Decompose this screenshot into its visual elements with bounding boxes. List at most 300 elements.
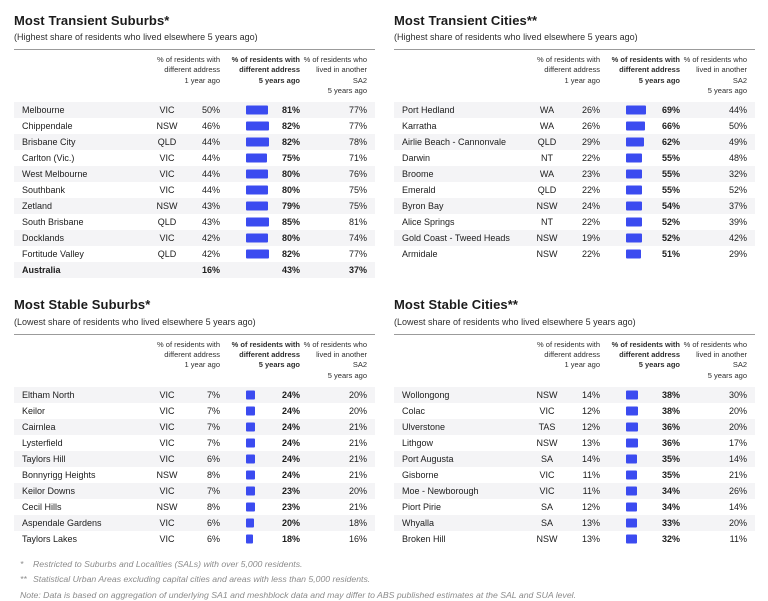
table-row [14,214,375,230]
table-row [394,435,755,451]
cell-v2 [600,435,680,451]
cell-v1: 26% [581,105,600,116]
pct-5yr-bar [626,234,642,243]
pct-5yr-bar [246,234,268,243]
cell-v1: 12% [581,501,600,512]
pct-5yr-value: 35% [661,469,680,480]
table-row [14,102,375,118]
cell-v3: 21% [348,421,367,432]
footnote-text: Note: Data is based on aggregation of underlying SA1 and meshblock data and may differ to ABS published estimates at the SAL and SUA level. [20,589,577,600]
pct-5yr-value: 55% [661,185,680,196]
cell-state: VIC [539,469,555,480]
cell-v1: 6% [206,453,220,464]
cell-state: NSW [536,233,558,244]
footnote-text: Statistical Urban Areas excluding capital cities and areas with less than 5,000 residents. [33,574,371,585]
cell-v3: 20% [348,405,367,416]
cell-v1: 44% [201,137,220,148]
summary-row [14,262,375,278]
table-row [14,134,375,150]
pct-5yr-value: 24% [281,437,300,448]
pct-5yr-bar [626,170,642,179]
pct-5yr-value: 24% [281,453,300,464]
table-most-transient-suburbs [14,14,375,278]
table-body [14,387,375,547]
pct-5yr-bar [626,390,638,399]
cell-name: Keilor [22,405,46,416]
table-subtitle: (Lowest share of residents who lived elsewhere 5 years ago) [394,316,636,327]
cell-name: Cairnlea [22,421,56,432]
cell-name: Lysterfield [22,437,63,448]
table-row [14,230,375,246]
pct-5yr-value: 20% [281,517,300,528]
table-title: Most Transient Suburbs* [14,13,170,28]
cell-name: Keilor Downs [22,485,76,496]
cell-state: SA [540,501,553,512]
pct-5yr-bar [626,250,641,259]
cell-v3: 81% [348,217,367,228]
table-row [14,166,375,182]
cell-v3: 26% [728,485,747,496]
footnote-text: Restricted to Suburbs and Localities (SALs) with over 5,000 residents. [33,558,303,569]
cell-state: VIC [159,389,175,400]
cell-state: NSW [536,437,558,448]
cell-v3: 20% [348,389,367,400]
cell-v3: 44% [728,105,747,116]
cell-v1: 8% [206,501,220,512]
cell-v3: 48% [728,153,747,164]
table-title: Most Transient Cities** [394,13,538,28]
cell-v2 [220,451,300,467]
cell-state: VIC [159,437,175,448]
cell-state: VIC [159,485,175,496]
cell-v2 [600,230,680,246]
cell-state: VIC [159,533,175,544]
cell-v1: 42% [201,249,220,260]
cell-v2 [600,246,680,262]
cell-name: Bonnyrigg Heights [22,469,96,480]
column-header-1: % of residents with different address 1 year ago [157,55,220,85]
cell-state: VIC [159,169,175,180]
cell-v2 [600,483,680,499]
table-row [394,403,755,419]
cell-v3: 32% [728,169,747,180]
cell-name: Broken Hill [402,533,446,544]
cell-v3: 20% [348,485,367,496]
table-row [14,515,375,531]
pct-5yr-bar [626,486,637,495]
pct-5yr-value: 34% [661,501,680,512]
table-row [14,483,375,499]
cell-name: West Melbourne [22,169,88,180]
cell-v1: 44% [201,169,220,180]
pct-5yr-value: 69% [661,105,680,116]
footnotes [14,559,754,601]
table-most-stable-suburbs [14,298,375,546]
cell-v3: 18% [348,517,367,528]
table-subtitle: (Highest share of residents who lived elsewhere 5 years ago) [394,32,638,43]
table-row [394,198,755,214]
cell-name: Karratha [402,121,437,132]
table-row [394,499,755,515]
cell-v3: 21% [728,469,747,480]
pct-5yr-value: 36% [661,437,680,448]
cell-v3: 17% [728,437,747,448]
cell-name: Alice Springs [402,217,455,228]
cell-name: South Brisbane [22,217,84,228]
cell-v3: 71% [348,153,367,164]
cell-v3: 21% [348,453,367,464]
cell-v2 [220,387,300,403]
cell-name: Ulverstone [402,421,446,432]
pct-5yr-value: 62% [661,137,680,148]
cell-v1: 29% [581,137,600,148]
cell-state: NT [541,217,553,228]
cell-name: Armidale [402,249,438,260]
cell-v1: 50% [201,105,220,116]
cell-v3: 16% [348,533,367,544]
cell-name: Byron Bay [402,201,444,212]
pct-5yr-value: 18% [281,533,300,544]
cell-v1: 42% [201,233,220,244]
column-header-3: % of residents who lived in another SA2 5 years ago [303,55,367,96]
cell-name: Carlton (Vic.) [22,153,75,164]
cell-v3: 76% [348,169,367,180]
cell-v3: 42% [728,233,747,244]
cell-v3: 52% [728,185,747,196]
pct-5yr-value: 52% [661,217,680,228]
pct-5yr-value: 85% [281,217,300,228]
column-header-3: % of residents who lived in another SA2 5 years ago [303,339,367,380]
pct-5yr-bar [626,154,642,163]
pct-5yr-bar [626,534,637,543]
cell-v3: 77% [348,249,367,260]
cell-state: WA [539,105,555,116]
pct-5yr-bar [246,202,268,211]
cell-state: VIC [159,105,175,116]
cell-v1: 7% [206,405,220,416]
pct-5yr-value: 82% [281,249,300,260]
cell-v2 [600,118,680,134]
cell-v2 [600,150,680,166]
cell-v1: 22% [581,217,600,228]
cell-v2 [600,515,680,531]
cell-v1: 6% [206,533,220,544]
pct-5yr-bar [246,106,268,115]
cell-v1: 44% [201,185,220,196]
pct-5yr-bar [246,518,254,527]
pct-5yr-value: 80% [281,169,300,180]
table-row [14,150,375,166]
table-row [394,182,755,198]
pct-5yr-bar [626,470,637,479]
cell-name: Port Augusta [402,453,454,464]
pct-5yr-value: 24% [281,469,300,480]
cell-name: Fortitude Valley [22,249,84,260]
cell-state: VIC [159,405,175,416]
table-row [394,134,755,150]
column-header-1: % of residents with different address 1 year ago [537,55,600,85]
pct-5yr-bar [246,470,255,479]
cell-state: NSW [536,533,558,544]
cell-name: Colac [402,405,426,416]
pct-5yr-value: 23% [281,501,300,512]
cell-name: Melbourne [22,105,65,116]
cell-v1: 43% [201,201,220,212]
cell-v1: 11% [582,469,600,480]
cell-state: NSW [156,121,178,132]
cell-v3: 14% [728,453,747,464]
table-row [14,198,375,214]
cell-v1: 7% [206,421,220,432]
cell-state: VIC [159,153,175,164]
table-row [14,435,375,451]
cell-v3: 11% [729,533,747,544]
cell-v3: 75% [348,185,367,196]
column-headers [14,335,375,387]
cell-v2 [220,483,300,499]
pct-5yr-bar [246,250,269,259]
table-row [394,246,755,262]
column-header-1: % of residents with different address 1 year ago [537,339,600,370]
table-title: Most Stable Cities** [394,297,519,313]
footnote-marker: * [20,558,24,569]
cell-v3: 20% [728,405,747,416]
column-headers [394,335,755,387]
cell-v1: 7% [206,389,220,400]
table-row [394,150,755,166]
pct-5yr-bar [246,422,255,431]
cell-v1: 43% [201,217,220,228]
table-body [14,102,375,278]
table-most-stable-cities [394,298,755,546]
column-header-3: % of residents who lived in another SA2 5 years ago [683,55,747,96]
cell-state: TAS [538,421,556,432]
cell-state: VIC [159,233,175,244]
pct-5yr-value: 43% [281,265,300,276]
cell-v2 [220,419,300,435]
pct-5yr-value: 55% [661,153,680,164]
table-row [14,419,375,435]
pct-5yr-value: 38% [661,405,680,416]
cell-v1: 22% [581,153,600,164]
cell-name: Moe - Newborough [402,485,479,496]
cell-name: Darwin [402,153,431,164]
cell-state: VIC [159,517,175,528]
cell-v1: 44% [201,153,220,164]
column-header-3: % of residents who lived in another SA2 5 years ago [683,339,747,380]
column-header-2: % of residents with different address 5 years ago [611,55,680,85]
cell-v3: 21% [348,469,367,480]
pct-5yr-value: 34% [661,485,680,496]
cell-v2 [600,419,680,435]
cell-name: Taylors Lakes [22,533,78,544]
cell-v1: 16% [201,265,220,276]
cell-v1: 11% [582,485,600,496]
table-row [394,230,755,246]
cell-v2 [220,403,300,419]
cell-v3: 37% [348,265,367,276]
pct-5yr-bar [626,218,642,227]
cell-v2 [220,150,300,166]
cell-v1: 13% [581,533,600,544]
cell-v2 [600,499,680,515]
cell-v2 [220,467,300,483]
table-subtitle: (Lowest share of residents who lived elsewhere 5 years ago) [14,316,256,327]
table-row [394,531,755,547]
cell-v3: 21% [348,437,367,448]
pct-5yr-bar [626,454,637,463]
cell-v2 [220,435,300,451]
footnote-note [20,590,754,601]
pct-5yr-bar [246,122,269,131]
table-row [394,451,755,467]
cell-v2 [220,499,300,515]
cell-name: Southbank [22,185,66,196]
cell-state: NSW [536,389,558,400]
pct-5yr-value: 82% [281,137,300,148]
table-body [394,102,755,262]
pct-5yr-bar [626,422,638,431]
cell-v1: 26% [581,121,600,132]
table-row [394,102,755,118]
cell-state: VIC [539,485,555,496]
cell-name: Eltham North [22,389,75,400]
cell-state: QLD [157,249,177,260]
cell-state: VIC [159,185,175,196]
cell-v1: 7% [206,437,220,448]
cell-state: QLD [537,137,557,148]
cell-v1: 46% [201,121,220,132]
cell-v1: 14% [581,389,600,400]
cell-v3: 37% [728,201,747,212]
table-row [14,499,375,515]
cell-v2 [220,262,300,278]
cell-v2 [220,214,300,230]
column-header-2: % of residents with different address 5 years ago [231,55,300,85]
cell-v3: 21% [348,501,367,512]
column-header-2: % of residents with different address 5 years ago [611,339,680,370]
pct-5yr-value: 55% [661,169,680,180]
table-subtitle: (Highest share of residents who lived elsewhere 5 years ago) [14,32,258,43]
table-row [394,118,755,134]
cell-v2 [220,102,300,118]
footnote-sals [20,559,754,570]
table-row [14,118,375,134]
cell-state: NSW [536,249,558,260]
pct-5yr-value: 54% [661,201,680,212]
pct-5yr-bar [246,502,255,511]
pct-5yr-value: 52% [661,233,680,244]
cell-v3: 49% [728,137,747,148]
cell-v2 [600,451,680,467]
pct-5yr-value: 24% [281,405,300,416]
cell-state: SA [540,453,553,464]
pct-5yr-bar [246,454,255,463]
cell-v3: 77% [348,105,367,116]
cell-state: WA [539,169,555,180]
table-title: Most Stable Suburbs* [14,297,151,313]
cell-v2 [600,403,680,419]
cell-name: Aspendale Gardens [22,517,102,528]
cell-name: Broome [402,169,434,180]
cell-v3: 20% [728,421,747,432]
cell-v2 [600,531,680,547]
cell-v2 [220,230,300,246]
column-headers [14,50,375,102]
cell-name: Chippendale [22,121,73,132]
cell-v2 [220,118,300,134]
table-row [394,483,755,499]
cell-v2 [600,182,680,198]
cell-v2 [600,198,680,214]
pct-5yr-value: 80% [281,185,300,196]
cell-v2 [220,515,300,531]
cell-v2 [600,214,680,230]
cell-v1: 7% [206,485,220,496]
cell-state: NSW [536,201,558,212]
cell-name: Australia [22,265,61,276]
table-body [394,387,755,547]
pct-5yr-bar [246,186,268,195]
cell-state: VIC [159,421,175,432]
pct-5yr-bar [626,186,642,195]
pct-5yr-value: 23% [281,485,300,496]
cell-v1: 12% [581,405,600,416]
cell-v2 [220,134,300,150]
pct-5yr-bar [626,518,637,527]
cell-name: Whyalla [402,517,435,528]
cell-v3: 74% [348,233,367,244]
cell-v1: 22% [581,249,600,260]
pct-5yr-bar [626,122,645,131]
cell-v3: 20% [728,517,747,528]
cell-v1: 8% [206,469,220,480]
cell-name: Taylors Hill [22,453,66,464]
cell-state: NSW [156,501,178,512]
cell-v2 [220,531,300,547]
table-row [394,166,755,182]
cell-state: WA [539,121,555,132]
pct-5yr-value: 80% [281,233,300,244]
cell-v3: 77% [348,121,367,132]
cell-v1: 12% [581,421,600,432]
pct-5yr-value: 35% [661,453,680,464]
pct-5yr-value: 79% [281,201,300,212]
cell-name: Brisbane City [22,137,76,148]
cell-name: Port Hedland [402,105,455,116]
cell-name: Cecil Hills [22,501,62,512]
cell-v3: 39% [728,217,747,228]
table-row [394,214,755,230]
cell-v2 [220,246,300,262]
cell-name: Emerald [402,185,436,196]
cell-v3: 29% [728,249,747,260]
cell-state: QLD [157,137,177,148]
pct-5yr-bar [626,138,644,147]
cell-state: SA [540,517,553,528]
cell-v1: 6% [206,517,220,528]
footnote-suas [20,574,754,585]
cell-v3: 14% [728,501,747,512]
cell-v1: 13% [581,517,600,528]
column-header-1: % of residents with different address 1 year ago [157,339,220,370]
pct-5yr-bar [246,486,255,495]
table-row [14,403,375,419]
pct-5yr-bar [246,390,255,399]
cell-state: NT [541,153,553,164]
cell-name: Lithgow [402,437,434,448]
cell-v2 [600,102,680,118]
